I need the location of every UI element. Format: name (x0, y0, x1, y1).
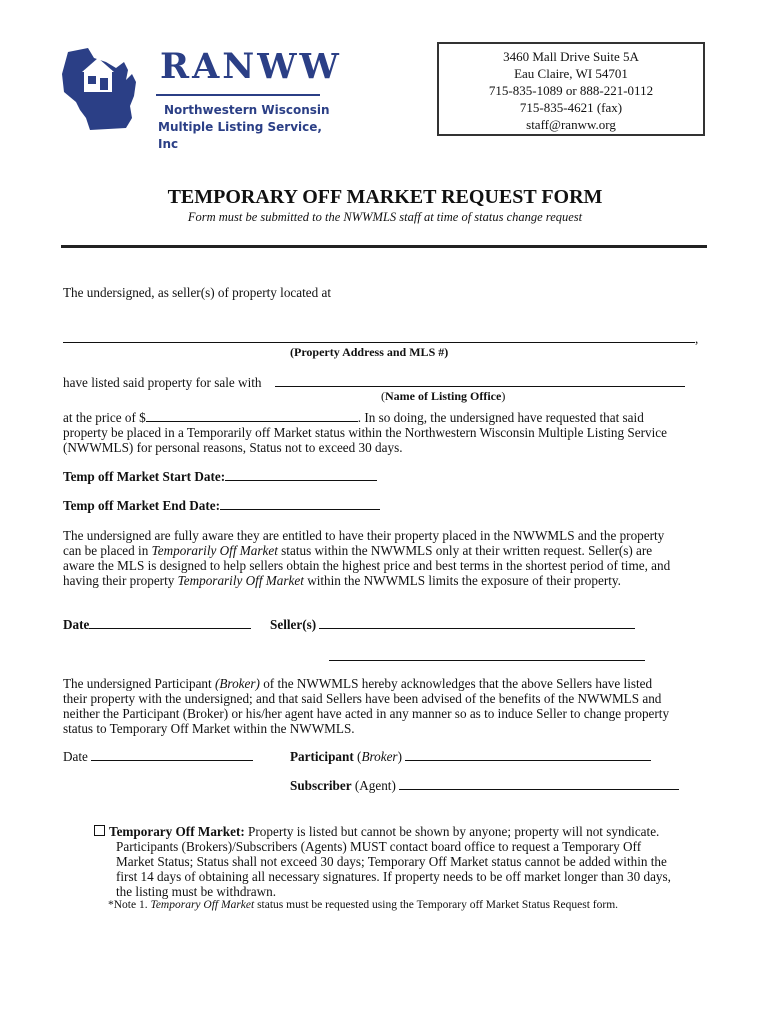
tom-line5: the listing must be withdrawn. (116, 884, 277, 899)
address-caption: (Property Address and MLS #) (290, 345, 449, 359)
date2-label: Date (63, 749, 88, 764)
para3 (63, 676, 669, 736)
participant-label: Participant (290, 749, 354, 764)
tom-label: Temporary Off Market: (109, 824, 245, 839)
broker-date-row (63, 749, 253, 764)
logo-subtitle-1: Northwestern Wisconsin (164, 103, 330, 117)
property-address-field[interactable] (63, 342, 695, 343)
end-date-field[interactable] (220, 499, 380, 510)
price-prefix: at the price of $ (63, 410, 146, 425)
tom-line3: Market Status; Status shall not exceed 30 days; Temporary Off Market status cannot be added within the (116, 854, 667, 869)
contact-box (437, 42, 705, 136)
price-suffix: . In so doing, the undersigned have requested that said (357, 410, 644, 425)
form-title: TEMPORARY OFF MARKET REQUEST FORM (167, 186, 603, 208)
seller-signature-field-1[interactable] (319, 618, 635, 629)
start-date-field[interactable] (225, 470, 377, 481)
logo-subtitle-2: Multiple Listing Service, Inc (158, 120, 322, 151)
listing-prefix: have listed said property for sale with (63, 375, 262, 390)
subscriber-row (290, 778, 679, 793)
subscriber-label: Subscriber (290, 778, 352, 793)
listing-office-field[interactable] (275, 386, 685, 387)
para2-line1: The undersigned are fully aware they are entitled to have their property placed in the NWWMLS and the property (63, 528, 665, 543)
logo-divider (156, 94, 320, 96)
contact-address-2: Eau Claire, WI 54701 (514, 66, 628, 81)
broker-date-field[interactable] (91, 750, 253, 761)
participant-row: Participant (Broker) (290, 749, 651, 764)
intro-text: The undersigned, as seller(s) of property located at (63, 285, 332, 300)
title-rule (61, 245, 707, 248)
tom-definition (94, 824, 671, 899)
subscriber-role: (Agent) (354, 778, 396, 793)
tom-line2: Participants (Brokers)/Subscribers (Agents) MUST contact board office to request a Temporary Off (116, 839, 642, 854)
para2-line2: can be placed in Temporarily Off Market status within the NWWMLS only at their written request. Seller(s) are (63, 543, 653, 558)
end-date-label: Temp off Market End Date: (63, 498, 221, 513)
tom-line4: first 14 days of obtaining all necessary signatures. If property needs to be off market longer than 30 days, (116, 869, 671, 884)
para3-line2: their property with the undersigned; and that said Sellers have been advised of the benefits of the NWWMLS and (63, 691, 662, 706)
sellers-row (270, 617, 635, 632)
para1-line3: (NWWMLS) for personal reasons, Status not to exceed 30 days. (63, 440, 403, 455)
address-comma: , (695, 331, 699, 346)
contact-phone: 715-835-1089 or 888-221-0112 (488, 83, 654, 98)
wisconsin-map-icon (60, 44, 152, 132)
logo-title: RANWW (160, 46, 342, 87)
para2-line4: having their property Temporarily Off Market within the NWWMLS limits the exposure of their property. (63, 573, 621, 588)
note-1: *Note 1. Temporary Off Market status must be requested using the Temporary off Market Status Request form. (108, 899, 619, 911)
para3-line4: status to Temporary Off Market within the NWWMLS. (63, 721, 355, 736)
sellers-label: Seller(s) (270, 617, 317, 632)
ranww-logo (60, 44, 342, 151)
participant-signature-field[interactable] (405, 750, 651, 761)
end-date-row (63, 498, 380, 513)
price-field[interactable] (146, 411, 358, 422)
contact-fax: 715-835-4621 (fax) (519, 100, 623, 115)
date-label: Date (63, 617, 90, 632)
para3-line1: The undersigned Participant (Broker) of the NWWMLS hereby acknowledges that the above Sellers have listed (63, 676, 653, 691)
listing-caption: (Name of Listing Office) (381, 389, 506, 403)
participant-role: Broker (361, 749, 398, 764)
contact-address-1: 3460 Mall Drive Suite 5A (503, 49, 639, 64)
seller-signature-field-2[interactable] (329, 660, 645, 661)
start-date-label: Temp off Market Start Date: (63, 469, 226, 484)
form-subtitle: Form must be submitted to the NWWMLS staff at time of status change request (187, 210, 583, 224)
tom-line1: Temporary Off Market: Property is listed but cannot be shown by anyone; property will not syndicate. (94, 824, 671, 839)
contact-email[interactable]: staff@ranww.org (526, 117, 616, 132)
price-line (63, 410, 644, 425)
para3-line3: neither the Participant (Broker) or his/her agent have acted in any manner so as to induce Seller to change property (63, 706, 670, 721)
tom-checkbox[interactable] (94, 825, 105, 836)
start-date-row (63, 469, 377, 484)
seller-date-row (63, 617, 251, 632)
para2-line3: aware the MLS is designed to help sellers obtain the highest price and best terms in the shortest period of time, and (63, 558, 671, 573)
subscriber-signature-field[interactable] (399, 779, 679, 790)
para2 (63, 528, 670, 588)
listing-caption-text: Name of Listing Office (385, 389, 502, 403)
seller-date-field[interactable] (89, 618, 251, 629)
para1-line2: property be placed in a Temporarily off Market status within the Northwestern Wisconsin Multiple Listing Service (63, 425, 667, 440)
